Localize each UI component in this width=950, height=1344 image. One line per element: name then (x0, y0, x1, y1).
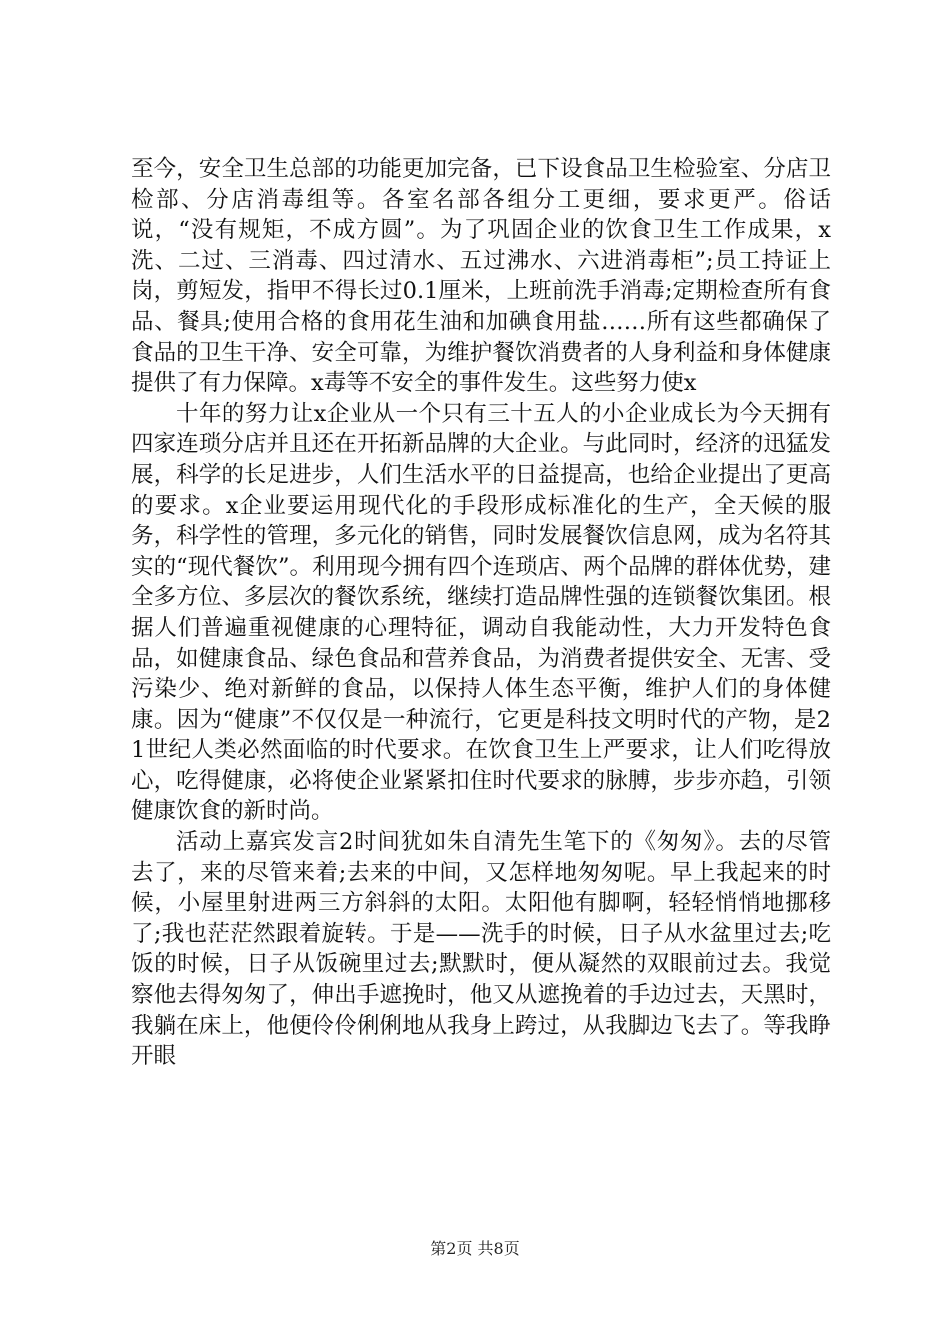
document-body (131, 154, 831, 1072)
paragraph-2: 十年的努力让x企业从一个只有三十五人的小企业成长为今天拥有四家连琐分店并且还在开拓新品牌的大企业。与此同时，经济的迅猛发展，科学的长足进步，人们生活水平的日益提高，也给企业提出了更高的要求。x企业要运用现代化的手段形成标准化的生产，全天候的服务，科学性的管理，多元化的销售，同时发展餐饮信息网，成为名符其实的“现代餐饮”。利用现今拥有四个连琐店、两个品牌的群体优势，建全多方位、多层次的餐饮系统，继续打造品牌性强的连锁餐饮集团。根据人们普遍重视健康的心理特征，调动自我能动性，大力开发特色食品，如健康食品、绿色食品和营养食品，为消费者提供安全、无害、受污染少、绝对新鲜的食品，以保持人体生态平衡，维护人们的身体健康。因为“健康”不仅仅是一种流行，它更是科技文明时代的产物，是21世纪人类必然面临的时代要求。在饮食卫生上严要求，让人们吃得放心，吃得健康，必将使企业紧紧扣住时代要求的脉膊，步步亦趋，引领健康饮食的新时尚。 (131, 400, 831, 825)
page-number-footer: 第2页 共8页 (430, 1239, 520, 1258)
paragraph-3: 活动上嘉宾发言2时间犹如朱自清先生笔下的《匆匆》。去的尽管去了，来的尽管来着;去来的中间，又怎样地匆匆呢。早上我起来的时候，小屋里射进两三方斜斜的太阳。太阳他有脚啊，轻轻悄悄地挪移了;我也茫茫然跟着旋转。于是——洗手的时候，日子从水盆里过去;吃饭的时候，日子从饭碗里过去;默默时，便从凝然的双眼前过去。我觉察他去得匆匆了，伸出手遮挽时，他又从遮挽着的手边过去，天黑时，我躺在床上，他便伶伶俐俐地从我身上跨过，从我脚边飞去了。等我睁开眼 (131, 829, 831, 1070)
paragraph-1: 至今，安全卫生总部的功能更加完备，已下设食品卫生检验室、分店卫检部、分店消毒组等。各室名部各组分工更细，要求更严。俗话说，“没有规矩，不成方圆”。为了巩固企业的饮食卫生工作成果，x洗、二过、三消毒、四过清水、五过沸水、六进消毒柜”;员工持证上岗，剪短发，指甲不得长过0.1厘米，上班前洗手消毒;定期检查所有食品、餐具;使用合格的食用花生油和加碘食用盐……所有这些都确保了食品的卫生干净、安全可靠，为维护餐饮消费者的人身利益和身体健康提供了有力保障。x毒等不安全的事件发生。这些努力使x (131, 156, 831, 397)
